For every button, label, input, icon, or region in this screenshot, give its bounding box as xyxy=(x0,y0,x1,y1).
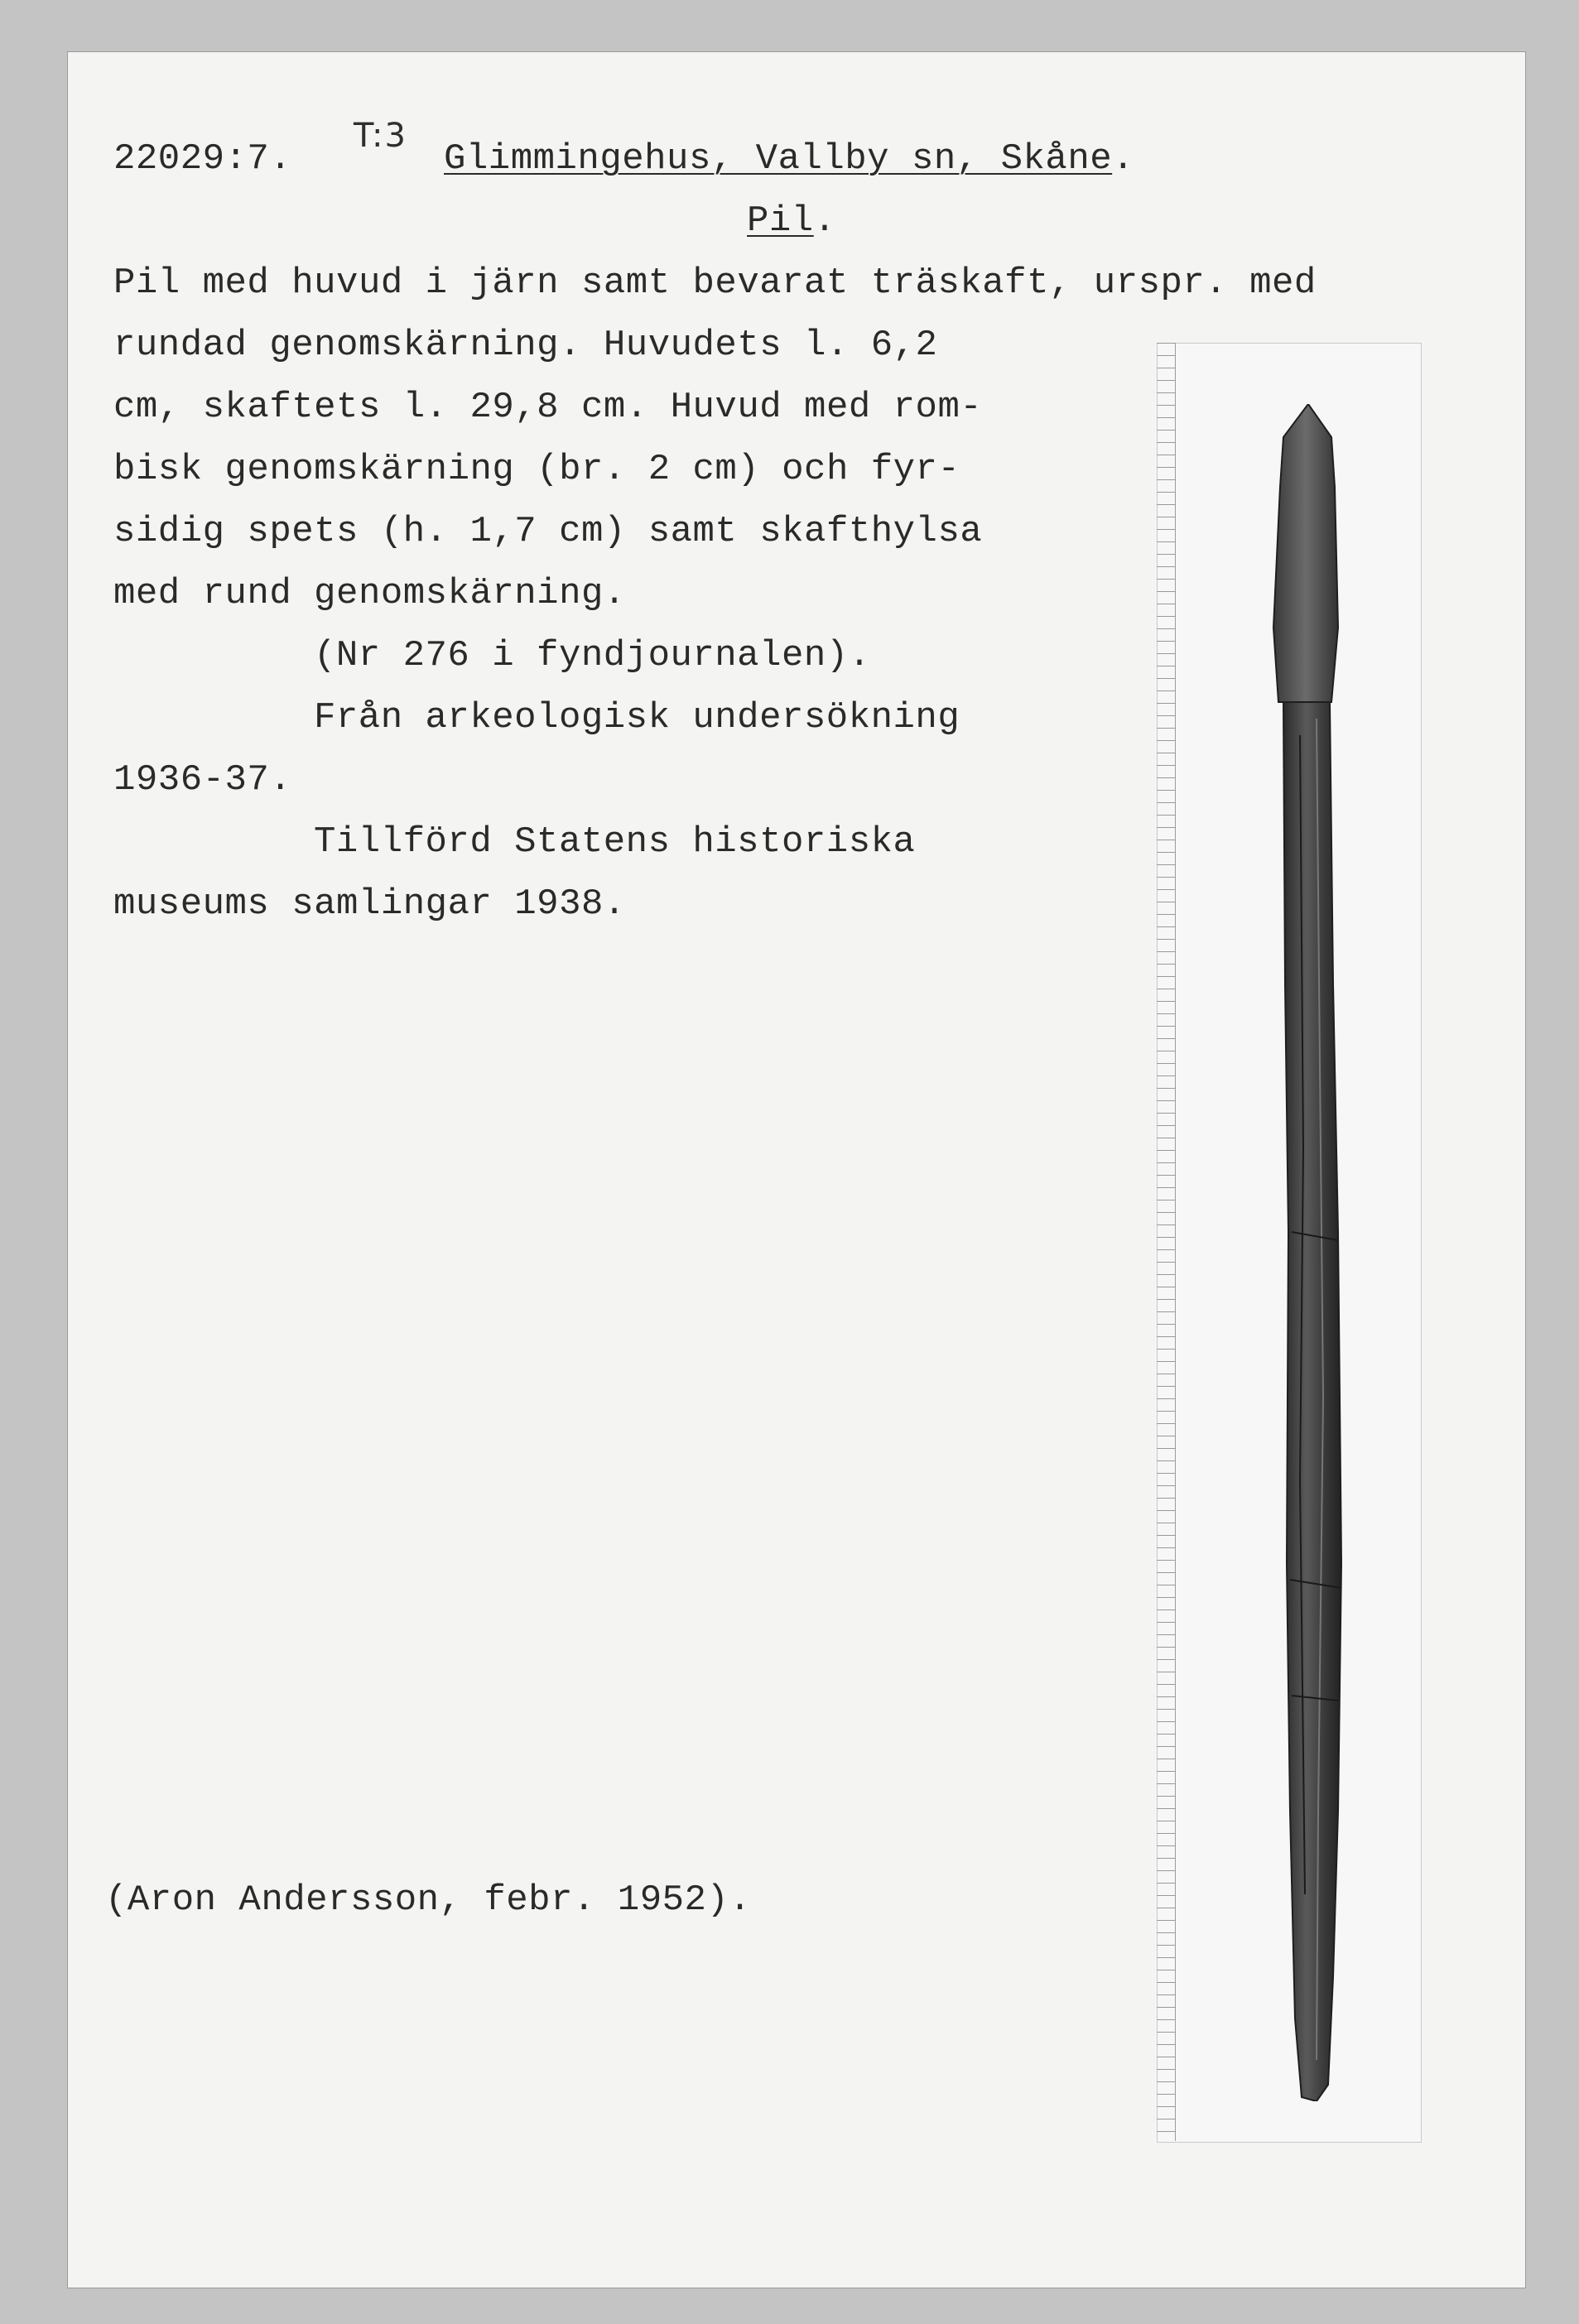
description-line-6: med rund genomskärning. xyxy=(113,573,626,614)
acquisition-line-2: museums samlingar 1938. xyxy=(113,883,626,925)
arrow-head xyxy=(1273,404,1338,702)
description-line-3: cm, skaftets l. 29,8 cm. Huvud med rom- xyxy=(113,387,983,428)
location-heading xyxy=(444,128,1134,190)
object-title-period: . xyxy=(813,200,836,242)
arrow-shaft xyxy=(1283,702,1341,2101)
author-signature: (Aron Andersson, febr. 1952). xyxy=(105,1879,752,1921)
object-title-text: Pil xyxy=(747,200,814,242)
origin-line-2: 1936-37. xyxy=(113,759,292,801)
description-line-2: rundad genomskärning. Huvudets l. 6,2 xyxy=(113,325,938,366)
handwritten-mark: T:3 xyxy=(354,117,407,155)
description-line-1: Pil med huvud i järn samt bevarat träskaft, urspr. med xyxy=(113,262,1317,304)
location-text: Glimmingehus, Vallby sn, Skåne xyxy=(444,138,1113,180)
description-line-4: bisk genomskärning (br. 2 cm) och fyr- xyxy=(113,449,960,490)
catalog-number: 22029:7. xyxy=(113,138,292,180)
object-title xyxy=(747,190,836,253)
location-period: . xyxy=(1112,138,1135,180)
acquisition-line-1: Tillförd Statens historiska xyxy=(314,821,916,863)
journal-reference: (Nr 276 i fyndjournalen). xyxy=(314,635,871,676)
origin-line-1: Från arkeologisk undersökning xyxy=(314,697,960,739)
arrow-artifact-image xyxy=(1259,404,1358,2101)
measuring-scale xyxy=(1157,343,1176,2141)
description-line-5: sidig spets (h. 1,7 cm) samt skafthylsa xyxy=(113,511,983,552)
